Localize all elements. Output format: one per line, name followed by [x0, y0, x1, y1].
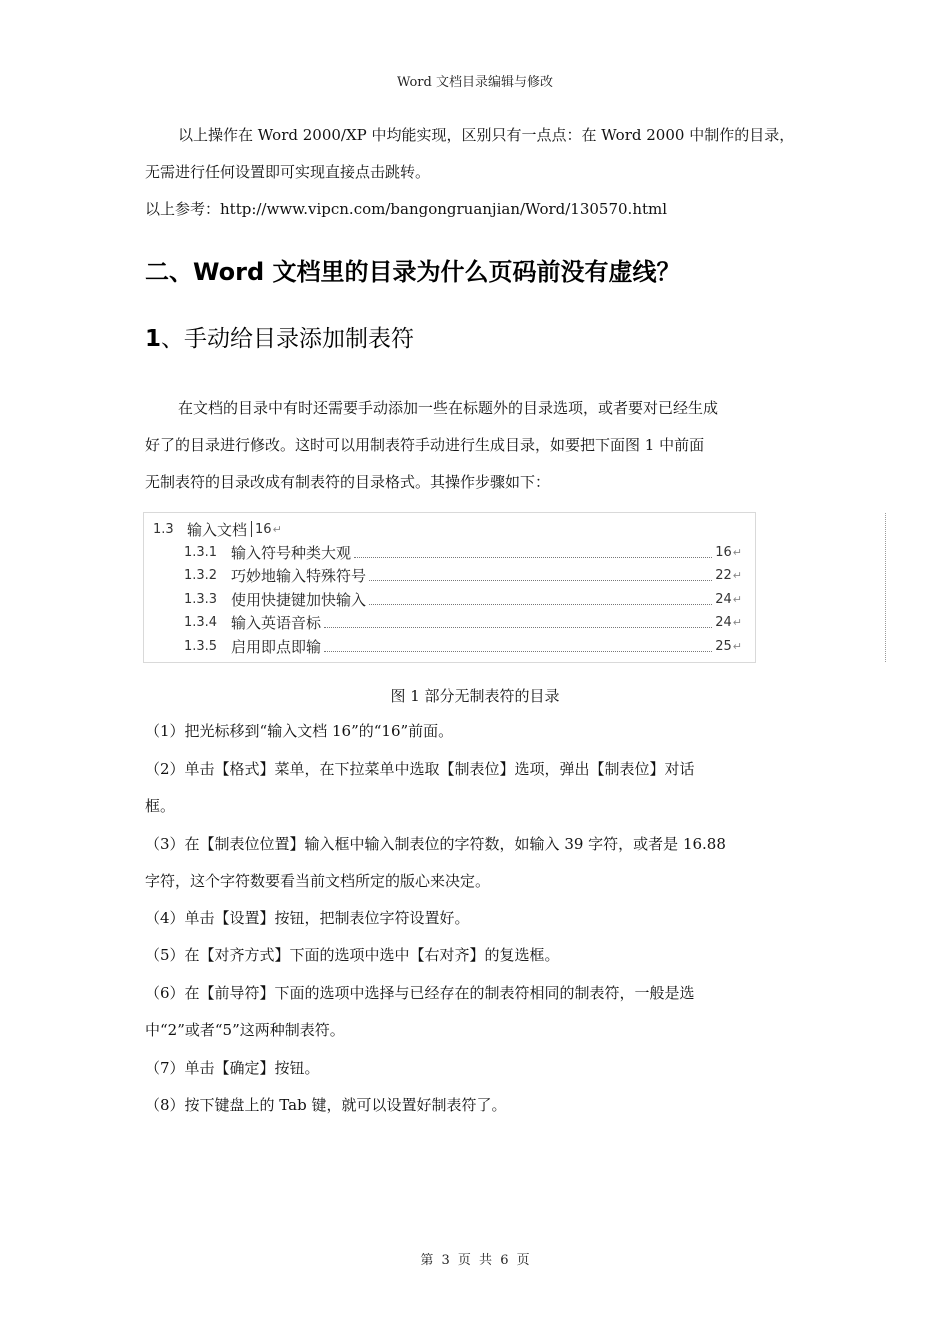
toc-number: 1.3.2 — [184, 567, 218, 583]
dot-leader — [369, 593, 712, 605]
section-heading: 二、Word 文档里的目录为什么页码前没有虚线？ — [145, 258, 681, 286]
toc-number: 1.3 — [153, 521, 174, 537]
toc-title: 使用快捷键加快输入 — [231, 590, 367, 609]
toc-title: 输入文档 — [187, 520, 248, 539]
step-line: 字符，这个字符数要看当前文档所定的版心来决定。 — [145, 872, 491, 890]
toc-page: 22 — [715, 567, 732, 583]
toc-row — [184, 588, 742, 610]
page-footer: 第 3 页 共 6 页 — [420, 1253, 530, 1268]
toc-row — [184, 611, 742, 633]
intro-line-1: 以上操作在 Word 2000/XP 中均能实现，区别只有一点点：在 Word 2000 中制作的目录， — [178, 126, 795, 144]
toc-title: 巧妙地输入特殊符号 — [231, 566, 367, 585]
toc-number: 1.3.3 — [184, 591, 218, 607]
toc-title: 输入英语音标 — [231, 613, 322, 632]
toc-title: 启用即点即输 — [231, 637, 322, 656]
paragraph-mark: ↵ — [732, 639, 742, 653]
intro-line-2: 无需进行任何设置即可实现直接点击跳转。 — [145, 163, 431, 181]
body-line-1: 在文档的目录中有时还需要手动添加一些在标题外的目录选项，或者要对已经生成 — [178, 399, 719, 417]
reference-line: 以上参考：http://www.vipcn.com/bangongruanjian/Word/130570.html — [145, 200, 668, 218]
paragraph-mark: ↵ — [732, 545, 742, 559]
step-line: （5）在【对齐方式】下面的选项中选中【右对齐】的复选框。 — [145, 946, 560, 964]
step-line: （3）在【制表位位置】输入框中输入制表位的字符数，如输入 39 字符，或者是 16.88 — [145, 835, 726, 853]
toc-number: 1.3.1 — [184, 544, 218, 560]
step-line: 框。 — [145, 797, 176, 815]
toc-row-top — [153, 518, 353, 540]
subsection-heading — [145, 320, 414, 353]
step-line: （6）在【前导符】下面的选项中选择与已经存在的制表符相同的制表符，一般是选 — [145, 984, 695, 1002]
text-cursor — [251, 521, 252, 537]
toc-number: 1.3.4 — [184, 614, 218, 630]
dot-leader — [324, 616, 712, 628]
margin-guide-line — [885, 513, 886, 662]
toc-row — [184, 635, 742, 657]
step-line: （2）单击【格式】菜单，在下拉菜单中选取【制表位】选项，弹出【制表位】对话 — [145, 760, 695, 778]
toc-row — [184, 564, 742, 586]
toc-page: 16 — [715, 544, 732, 560]
paragraph-mark: ↵ — [732, 568, 742, 582]
paragraph-mark: ↵ — [272, 522, 282, 536]
toc-page: 24 — [715, 614, 732, 630]
subsection-title: 、手动给目录添加制表符 — [161, 326, 415, 352]
body-line-3: 无制表符的目录改成有制表符的目录格式。其操作步骤如下： — [145, 473, 551, 491]
figure-caption: 图 1 部分无制表符的目录 — [390, 687, 560, 705]
toc-title: 输入符号种类大观 — [231, 543, 352, 562]
body-line-2: 好了的目录进行修改。这时可以用制表符手动进行生成目录，如要把下面图 1 中前面 — [145, 436, 705, 454]
toc-number: 1.3.5 — [184, 638, 218, 654]
paragraph-mark: ↵ — [732, 592, 742, 606]
dot-leader — [324, 640, 712, 652]
toc-figure — [143, 512, 756, 663]
dot-leader — [369, 569, 712, 581]
step-line: （4）单击【设置】按钮，把制表位字符设置好。 — [145, 909, 470, 927]
toc-page: 25 — [715, 638, 732, 654]
step-line: 中“2”或者“5”这两种制表符。 — [145, 1021, 345, 1039]
paragraph-mark: ↵ — [732, 615, 742, 629]
step-line: （7）单击【确定】按钮。 — [145, 1059, 320, 1077]
toc-row — [184, 541, 742, 563]
toc-page: 16 — [255, 521, 272, 537]
page-header: Word 文档目录编辑与修改 — [397, 75, 553, 90]
toc-page: 24 — [715, 591, 732, 607]
subsection-number: 1 — [145, 326, 162, 352]
step-line: （1）把光标移到“输入文档 16”的“16”前面。 — [145, 722, 454, 740]
step-line: （8）按下键盘上的 Tab 键，就可以设置好制表符了。 — [145, 1096, 507, 1114]
dot-leader — [354, 546, 712, 558]
